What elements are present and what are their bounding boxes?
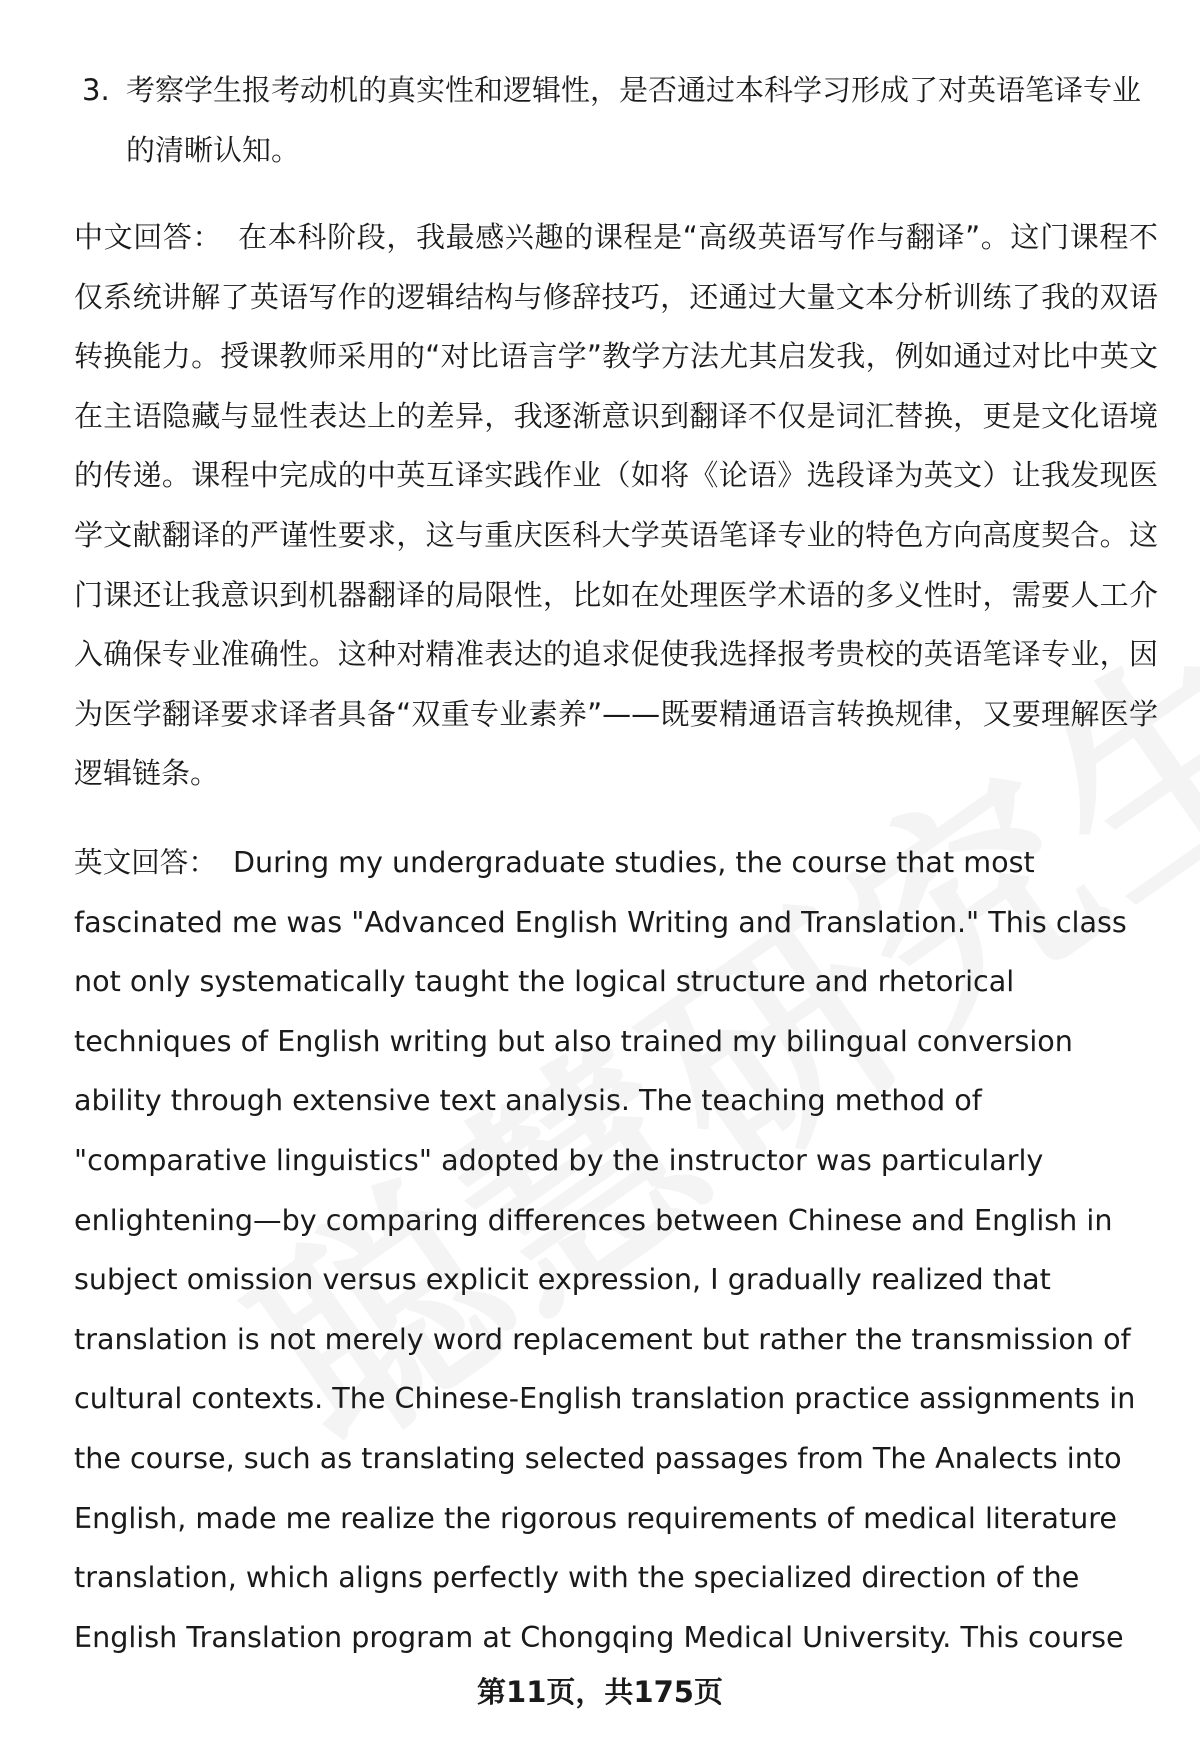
english-answer-text: During my undergraduate studies, the course that most fascinated me was "Advanced English Writing and Translation." This class not only systematically taught the logical structure and rhetorical techniques of English writing but also trained my bilingual conversion ability through extensive text analysis. The teaching method of "comparative linguistics" adopted by the instructor was particularly enlightening—by comparing differences between Chinese and English in subject omission versus explicit expression, I gradually realized that translation is not merely word replacement but rather the transmission of cultural contexts. The Chinese-English translation practice assignments in the course, such as translating selected passages from The Analects into English, made me realize the rigorous requirements of medical literature translation, which aligns perfectly with the specialized direction of the English Translation program at Chongqing Medical University. This course bbox=[74, 845, 1136, 1654]
question-number: 3. bbox=[82, 73, 110, 107]
english-answer-label: 英文回答： bbox=[74, 845, 217, 879]
question-text: 考察学生报考动机的真实性和逻辑性，是否通过本科学习形成了对英语笔译专业的清晰认知。 bbox=[126, 73, 1142, 167]
page-number: 第11页，共175页 bbox=[477, 1675, 723, 1709]
question-item bbox=[82, 60, 1142, 180]
english-answer bbox=[74, 833, 1154, 1667]
chinese-answer-text: 在本科阶段，我最感兴趣的课程是“高级英语写作与翻译”。这门课程不仅系统讲解了英语写作的逻辑结构与修辞技巧，还通过大量文本分析训练了我的双语转换能力。授课教师采用的“对比语言学”教学方法尤其启发我，例如通过对比中英文在主语隐藏与显性表达上的差异，我逐渐意识到翻译不仅是词汇替换，更是文化语境的传递。课程中完成的中英互译实践作业（如将《论语》选段译为英文）让我发现医学文献翻译的严谨性要求，这与重庆医科大学英语笔译专业的特色方向高度契合。这门课还让我意识到机器翻译的局限性，比如在处理医学术语的多义性时，需要人工介入确保专业准确性。这种对精准表达的追求促使我选择报考贵校的英语笔译专业，因为医学翻译要求译者具备“双重专业素养”——既要精通语言转换规律，又要理解医学逻辑链条。 bbox=[74, 220, 1158, 791]
chinese-answer bbox=[74, 208, 1158, 804]
chinese-answer-label: 中文回答： bbox=[74, 220, 223, 254]
